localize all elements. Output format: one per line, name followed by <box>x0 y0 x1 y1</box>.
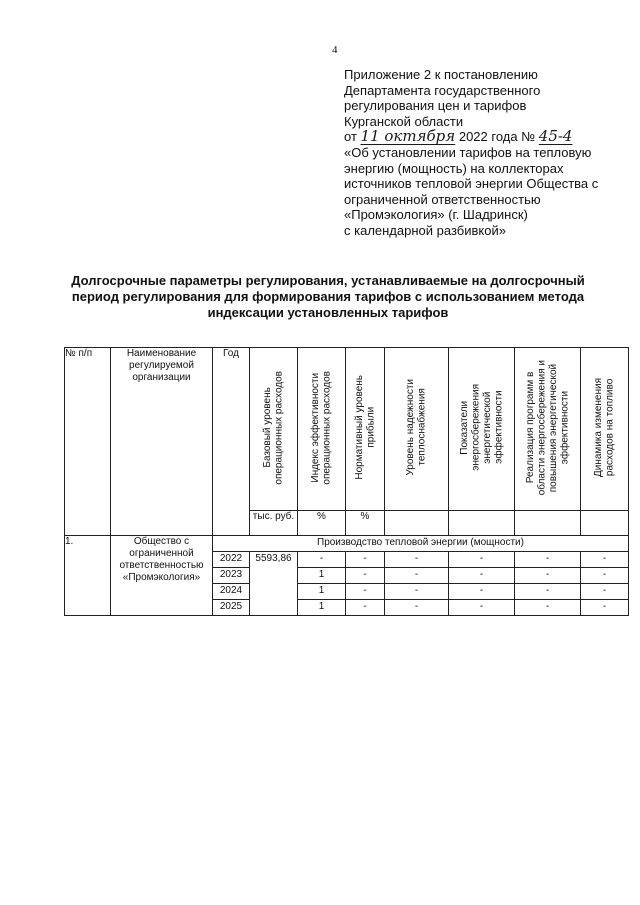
appendix-line-4: Курганской области <box>344 113 464 129</box>
appendix-date-line <box>344 129 624 145</box>
energy-indicators-value: - <box>449 600 515 616</box>
subject-line-2: энергию (мощность) на коллекторах <box>344 160 564 176</box>
unit-energy-indicators <box>449 511 515 536</box>
reliability-value: - <box>385 600 449 616</box>
header-base-opex: Базовый уровень операционных расходов <box>250 348 298 511</box>
subject-line-3: источников тепловой энергии Общества с <box>344 176 599 192</box>
profit-level-value: - <box>346 600 385 616</box>
header-year: Год <box>213 348 250 536</box>
header-energy-indicators: Показатели энергосбережения энергетической эффективности <box>449 348 515 511</box>
title-line-2: период регулирования для формирования тарифов с использованием метода <box>71 288 585 304</box>
year-cell: 2022 <box>213 552 250 568</box>
unit-fuel-dynamics <box>581 511 629 536</box>
year-cell: 2023 <box>213 568 250 584</box>
reliability-value: - <box>385 568 449 584</box>
profit-level-value: - <box>346 584 385 600</box>
efficiency-index-value: - <box>298 552 346 568</box>
appendix-block <box>344 67 624 239</box>
appendix-line-2: Департамента государственного <box>344 82 541 98</box>
efficiency-index-value: 1 <box>298 600 346 616</box>
programs-value: - <box>515 584 581 600</box>
header-fuel-dynamics: Динамика изменения расходов на топливо <box>581 348 629 511</box>
unit-reliability <box>385 511 449 536</box>
efficiency-index-value: 1 <box>298 568 346 584</box>
unit-efficiency-index: % <box>298 511 346 536</box>
energy-indicators-value: - <box>449 584 515 600</box>
title-line-1: Долгосрочные параметры регулирования, устанавливаемые на долгосрочный <box>71 273 585 288</box>
profit-level-value: - <box>346 568 385 584</box>
appendix-line-1: Приложение 2 к постановлению <box>344 67 538 82</box>
header-organization: Наименование регулируемой организации <box>111 348 213 536</box>
date-prefix: от <box>344 129 357 145</box>
unit-profit-level: % <box>346 511 385 536</box>
fuel-dynamics-value: - <box>581 584 629 600</box>
programs-value: - <box>515 568 581 584</box>
handwritten-number: 45-4 <box>538 127 573 146</box>
reliability-value: - <box>385 552 449 568</box>
year-cell: 2024 <box>213 584 250 600</box>
document-title <box>60 273 596 320</box>
energy-indicators-value: - <box>449 552 515 568</box>
year-cell: 2025 <box>213 600 250 616</box>
title-line-3: индексации установленных тарифов <box>207 304 449 320</box>
parameters-table <box>64 347 629 616</box>
fuel-dynamics-value: - <box>581 552 629 568</box>
unit-base-opex: тыс. руб. <box>250 511 298 536</box>
reliability-value: - <box>385 584 449 600</box>
base-opex-value: 5593,86 <box>250 552 298 616</box>
header-reliability: Уровень надежности теплоснабжения <box>385 348 449 511</box>
header-row <box>65 348 629 511</box>
row-index: 1. <box>65 536 111 616</box>
efficiency-index-value: 1 <box>298 584 346 600</box>
programs-value: - <box>515 600 581 616</box>
handwritten-date: 11 октября <box>360 127 456 146</box>
organization-name: Общество с ограниченной ответственностью «Промэкология» <box>111 536 213 616</box>
appendix-line-3: регулирования цен и тарифов <box>344 98 527 114</box>
profit-level-value: - <box>346 552 385 568</box>
fuel-dynamics-value: - <box>581 568 629 584</box>
unit-programs <box>515 511 581 536</box>
header-programs: Реализация программ в области энергосбережения и повышения энергетической эффективности <box>515 348 581 511</box>
page-number: 4 <box>332 44 338 56</box>
date-suffix: 2022 года № <box>458 129 536 145</box>
energy-indicators-value: - <box>449 568 515 584</box>
header-efficiency-index: Индекс эффективности операционных расходов <box>298 348 346 511</box>
subject-line-1: «Об установлении тарифов на тепловую <box>344 144 592 160</box>
section-row <box>65 536 629 552</box>
section-title: Производство тепловой энергии (мощности) <box>213 536 629 552</box>
subject-line-5: «Промэкология» (г. Шадринск) <box>344 207 528 223</box>
subject-line-4: ограниченной ответственностью <box>344 191 541 207</box>
fuel-dynamics-value: - <box>581 600 629 616</box>
subject-line-6: с календарной разбивкой» <box>344 222 506 238</box>
programs-value: - <box>515 552 581 568</box>
header-number: № п/п <box>65 348 111 536</box>
header-profit-level: Нормативный уровень прибыли <box>346 348 385 511</box>
